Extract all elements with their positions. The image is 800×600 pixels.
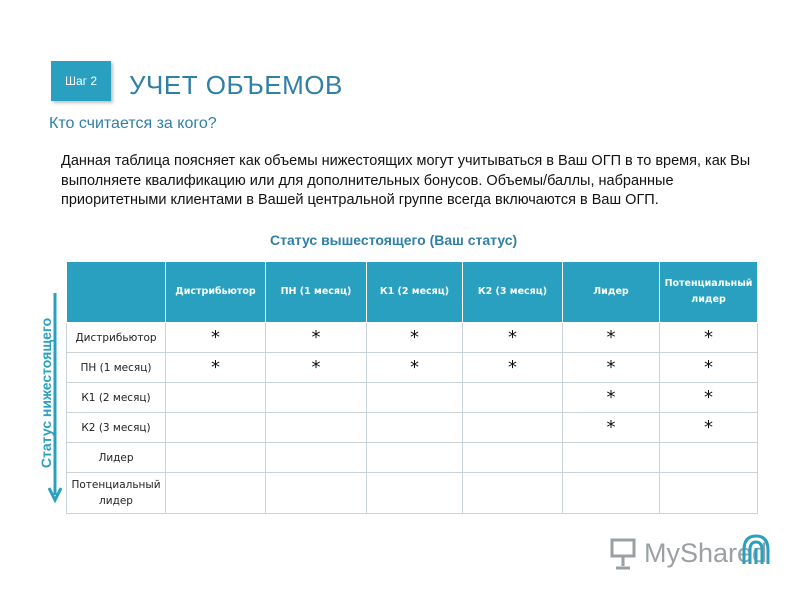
table-cell xyxy=(367,383,463,413)
table-row xyxy=(67,473,758,514)
step-label: Шаг 2 xyxy=(64,74,98,88)
table-cell xyxy=(660,443,758,473)
table-cell xyxy=(563,443,660,473)
table-cell: * xyxy=(563,353,660,383)
table-cell xyxy=(367,413,463,443)
table-cell: * xyxy=(563,413,660,443)
table-cell: * xyxy=(463,353,563,383)
row-label: Потенциальный лидер xyxy=(67,473,166,514)
down-arrow-icon xyxy=(48,293,62,505)
header-corner xyxy=(67,262,166,323)
row-label: ПН (1 месяц) xyxy=(67,353,166,383)
table-cell xyxy=(166,473,266,514)
page-title: УЧЕТ ОБЪЕМОВ xyxy=(129,70,343,100)
column-axis-title: Статус вышестоящего (Ваш статус) xyxy=(270,232,518,248)
table-cell: * xyxy=(367,353,463,383)
table-cell: * xyxy=(563,383,660,413)
table-cell xyxy=(166,443,266,473)
table-cell xyxy=(563,473,660,514)
header-row xyxy=(67,262,758,323)
table-cell: * xyxy=(660,413,758,443)
logo-text: MyShared xyxy=(644,538,768,568)
table-cell xyxy=(463,413,563,443)
table-row xyxy=(67,383,758,413)
table-cell: * xyxy=(367,323,463,353)
table-cell xyxy=(660,473,758,514)
table-cell: * xyxy=(166,353,266,383)
table-cell: * xyxy=(266,353,367,383)
table-row xyxy=(67,323,758,353)
table-cell xyxy=(266,413,367,443)
table-cell: * xyxy=(660,353,758,383)
row-axis-title: Статус нижестоящего xyxy=(38,317,54,469)
table-row xyxy=(67,353,758,383)
table-row xyxy=(67,413,758,443)
column-header: Дистрибьютор xyxy=(166,262,266,323)
table-cell xyxy=(367,473,463,514)
table-cell xyxy=(166,383,266,413)
table-cell: * xyxy=(166,323,266,353)
volume-matrix-table xyxy=(66,261,758,514)
column-header: К1 (2 месяц) xyxy=(367,262,463,323)
brand-emblem-icon xyxy=(736,528,776,568)
table-cell xyxy=(166,413,266,443)
column-header: ПН (1 месяц) xyxy=(266,262,367,323)
step-badge xyxy=(51,61,111,101)
row-label: Лидер xyxy=(67,443,166,473)
presentation-icon xyxy=(608,536,640,572)
table-cell: * xyxy=(266,323,367,353)
table-cell xyxy=(367,443,463,473)
table-cell xyxy=(463,383,563,413)
page-subtitle: Кто считается за кого? xyxy=(49,115,217,132)
row-axis xyxy=(26,293,66,493)
description-text: Данная таблица поясняет как объемы нижестоящих могут учитываться в Ваш ОГП в то время, как Вы выполняете квалификацию или для дополнительных бонусов. Объемы/баллы, набранные приоритетными клиентами в Вашей центральной группе всегда включаются в Ваш ОГП. xyxy=(61,153,751,208)
column-header: Потенциальный лидер xyxy=(660,262,758,323)
table-cell xyxy=(463,473,563,514)
table-cell: * xyxy=(660,323,758,353)
table-cell xyxy=(463,443,563,473)
row-label: Дистрибьютор xyxy=(67,323,166,353)
column-header: Лидер xyxy=(563,262,660,323)
table-cell xyxy=(266,473,367,514)
table-cell: * xyxy=(463,323,563,353)
column-header: К2 (3 месяц) xyxy=(463,262,563,323)
table-cell: * xyxy=(660,383,758,413)
table-cell xyxy=(266,383,367,413)
row-label: К2 (3 месяц) xyxy=(67,413,166,443)
myshared-logo[interactable] xyxy=(606,534,776,574)
row-label: К1 (2 месяц) xyxy=(67,383,166,413)
table-cell xyxy=(266,443,367,473)
table-cell: * xyxy=(563,323,660,353)
table-row xyxy=(67,443,758,473)
